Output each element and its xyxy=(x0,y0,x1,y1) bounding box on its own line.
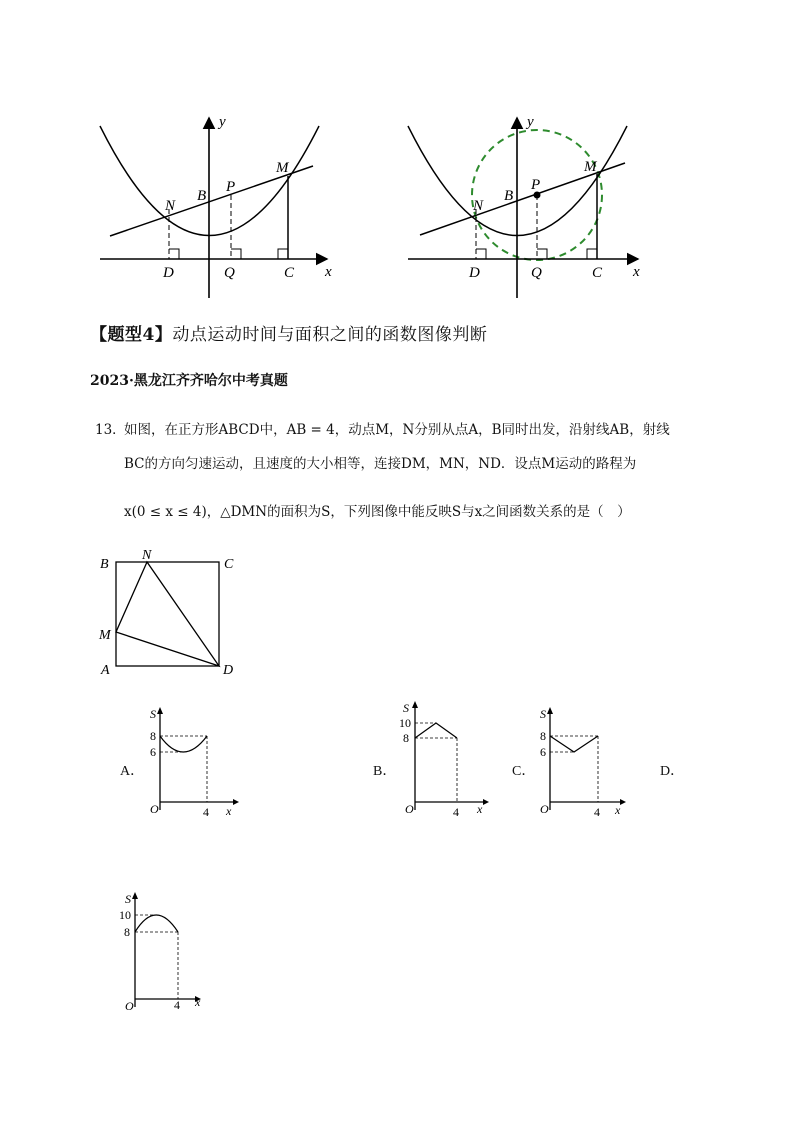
square-label-a: A xyxy=(101,663,110,678)
label-p: P xyxy=(226,179,236,195)
xtick-4: 4 xyxy=(203,805,209,819)
tick-6: 6 xyxy=(150,745,156,759)
option-d-graph[interactable] xyxy=(115,885,215,1010)
tick-8: 8 xyxy=(150,729,156,743)
label-q: Q xyxy=(224,265,235,281)
label-b: B xyxy=(197,188,207,204)
tick-10: 10 xyxy=(399,716,411,730)
triangle-dmn xyxy=(116,562,219,666)
right-angle-q xyxy=(231,249,241,259)
label-q: Q xyxy=(531,265,542,281)
label-d: D xyxy=(163,265,174,281)
question-line-3: x(0 ≤ x ≤ 4)，△DMN的面积为S，下列图像中能反映S与x之间函数关系的是（ ） xyxy=(124,504,631,520)
xtick-4: 4 xyxy=(594,805,600,819)
option-b-label[interactable]: B． xyxy=(373,764,397,779)
label-y: y xyxy=(527,114,534,130)
tick-8: 8 xyxy=(403,731,409,745)
option-c-label[interactable]: C． xyxy=(512,764,536,779)
label-m: M xyxy=(584,159,597,175)
label-n: N xyxy=(165,198,176,214)
question-number: 13． xyxy=(95,422,126,438)
ylabel: S xyxy=(540,707,546,721)
origin: O xyxy=(125,999,134,1010)
xtick-4: 4 xyxy=(174,998,180,1010)
right-angle-c xyxy=(587,249,597,259)
square-abcd xyxy=(116,562,219,666)
tick-6: 6 xyxy=(540,745,546,759)
curve xyxy=(415,723,457,738)
label-c: C xyxy=(592,265,603,281)
right-angle-d xyxy=(476,249,486,259)
option-a-label[interactable]: A． xyxy=(120,764,145,779)
square-label-c: C xyxy=(224,557,234,572)
origin: O xyxy=(150,802,159,816)
xlabel: x xyxy=(195,995,201,1009)
ylabel: S xyxy=(403,701,409,715)
square-label-n: N xyxy=(142,548,152,563)
figure-parabola-right xyxy=(403,110,653,305)
square-label-b: B xyxy=(100,557,109,572)
right-angle-d xyxy=(169,249,179,259)
figure-parabola-left xyxy=(95,110,345,305)
label-y: y xyxy=(219,114,226,130)
origin: O xyxy=(405,802,414,816)
xtick-4: 4 xyxy=(453,805,459,819)
xlabel: x xyxy=(477,802,483,816)
question-source: 2023·黑龙江齐齐哈尔中考真题 xyxy=(90,373,288,389)
heading-tag: 题型4 xyxy=(107,325,155,345)
option-c-graph[interactable] xyxy=(535,700,635,820)
question-line-2: BC的方向匀速运动，且速度的大小相等，连接DM，MN，ND．设点M运动的路程为 xyxy=(124,456,637,472)
ylabel: S xyxy=(125,892,131,906)
tick-10: 10 xyxy=(119,908,131,922)
option-d-label[interactable]: D． xyxy=(660,764,685,779)
label-m: M xyxy=(276,160,289,176)
section-heading xyxy=(90,320,487,345)
heading-title: 动点运动时间与面积之间的函数图像判断 xyxy=(172,325,488,345)
option-a-graph[interactable] xyxy=(145,700,245,820)
xlabel: x xyxy=(226,804,232,818)
origin: O xyxy=(540,802,549,816)
option-b-graph[interactable] xyxy=(395,700,495,820)
square-label-d: D xyxy=(223,663,234,678)
label-c: C xyxy=(284,265,295,281)
right-angle-q xyxy=(537,249,547,259)
ylabel: S xyxy=(150,707,156,721)
label-n: N xyxy=(473,198,484,214)
tick-8: 8 xyxy=(540,729,546,743)
question-line-1: 如图，在正方形ABCD中，AB = 4，动点M，N分别从点A，B同时出发，沿射线AB，射线 xyxy=(124,422,670,438)
curve xyxy=(160,736,207,752)
square-label-m: M xyxy=(99,628,111,643)
xlabel: x xyxy=(615,803,621,817)
curve xyxy=(135,915,178,932)
label-x: x xyxy=(325,264,332,280)
label-x: x xyxy=(633,264,640,280)
label-d: D xyxy=(469,265,480,281)
heading-bracket-open: 【 xyxy=(90,325,108,345)
heading-bracket-close: 】 xyxy=(154,325,173,345)
label-p: P xyxy=(531,177,541,193)
curve xyxy=(550,736,598,752)
secant-line xyxy=(110,166,313,236)
label-b: B xyxy=(504,188,514,204)
tick-8: 8 xyxy=(124,925,130,939)
figure-square xyxy=(96,545,246,680)
right-angle-c xyxy=(278,249,288,259)
